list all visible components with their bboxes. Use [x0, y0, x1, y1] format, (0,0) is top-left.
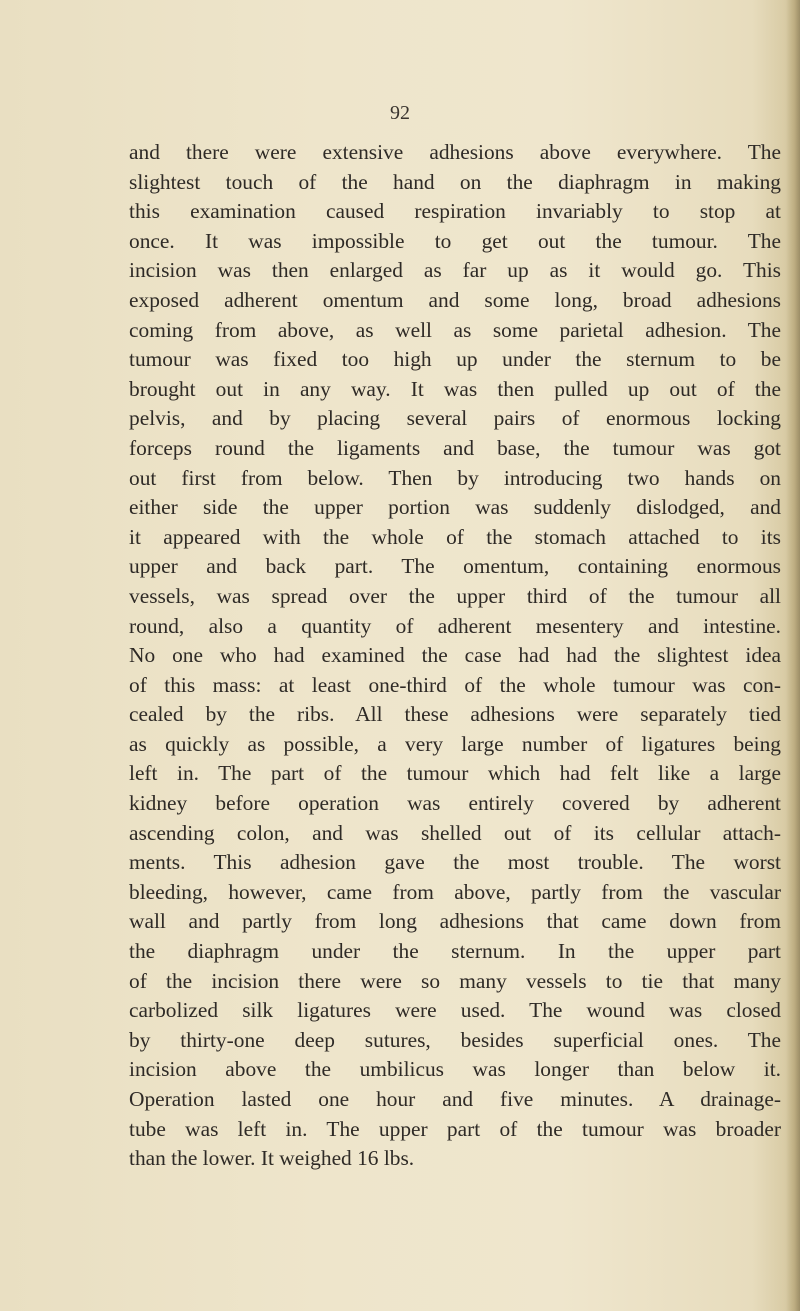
text-line: exposed adherent omentum and some long, broad adhesions — [129, 287, 781, 312]
text-line: and there were extensive adhesions above everywhere. The — [129, 140, 781, 164]
text-line: coming from above, as well as some parietal adhesion. The — [129, 317, 781, 342]
text-line: as quickly as possible, a very large number of ligatures being — [129, 731, 781, 756]
text-line: kidney before operation was entirely covered by adherent — [129, 791, 781, 816]
text-line: by thirty-one deep sutures, besides superficial ones. The — [129, 1027, 781, 1052]
text-line: ascending colon, and was shelled out of its cellular attach- — [129, 820, 781, 845]
text-line: than the lower. It weighed 16 lbs. — [129, 1146, 415, 1171]
text-line: it appeared with the whole of the stomach attached to its — [129, 524, 781, 549]
text-line: Operation lasted one hour and five minutes. A drainage- — [129, 1087, 781, 1111]
text-line: pelvis, and by placing several pairs of enormous locking — [129, 406, 781, 431]
text-line: upper and back part. The omentum, containing enormous — [129, 554, 781, 579]
text-line: forceps round the ligaments and base, the tumour was got — [129, 435, 781, 460]
text-line: tumour was fixed too high up under the sternum to be — [129, 347, 781, 372]
text-line: the diaphragm under the sternum. In the upper part — [129, 939, 781, 964]
text-line: carbolized silk ligatures were used. The wound was closed — [129, 998, 781, 1023]
body-paragraph — [129, 138, 781, 1174]
text-line: bleeding, however, came from above, partly from the vascular — [129, 879, 781, 904]
page-edge-shadow — [786, 0, 800, 1311]
text-line: left in. The part of the tumour which had felt like a large — [129, 761, 781, 786]
text-line: this examination caused respiration invariably to stop at — [129, 199, 781, 224]
text-line: round, also a quantity of adherent mesentery and intestine. — [129, 613, 781, 638]
text-line: wall and partly from long adhesions that came down from — [129, 909, 781, 934]
text-line: ments. This adhesion gave the most trouble. The worst — [129, 850, 781, 875]
page-number: 92 — [390, 102, 410, 124]
text-line: tube was left in. The upper part of the tumour was broader — [129, 1116, 781, 1141]
text-line: vessels, was spread over the upper third of the tumour all — [129, 583, 781, 608]
text-line: No one who had examined the case had had the slightest idea — [129, 643, 781, 668]
text-line: cealed by the ribs. All these adhesions were separately tied — [129, 702, 781, 727]
text-line: incision was then enlarged as far up as it would go. This — [129, 258, 781, 283]
text-line: slightest touch of the hand on the diaphragm in making — [129, 169, 781, 194]
text-line: of this mass: at least one-third of the whole tumour was con- — [129, 672, 781, 697]
text-line: incision above the umbilicus was longer than below it. — [129, 1057, 781, 1082]
text-line: either side the upper portion was suddenly dislodged, and — [129, 495, 781, 520]
text-line: out first from below. Then by introducing two hands on — [129, 465, 781, 490]
text-line: brought out in any way. It was then pulled up out of the — [129, 376, 781, 401]
text-line: of the incision there were so many vessels to tie that many — [129, 968, 781, 993]
text-line: once. It was impossible to get out the tumour. The — [129, 228, 781, 253]
